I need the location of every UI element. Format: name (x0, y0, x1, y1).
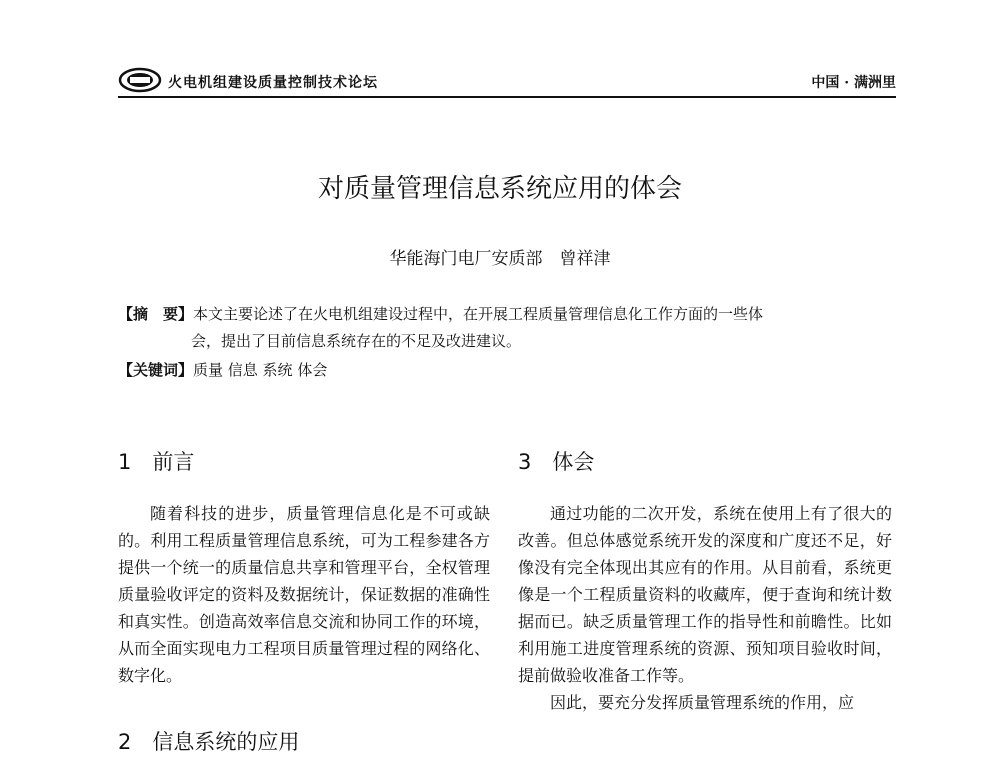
author-line: 华能海门电厂安质部 曾祥津 (389, 249, 611, 269)
abstract-text-1: 本文主要论述了在火电机组建设过程中，在开展工程质量管理信息化工作方面的一些体 (193, 305, 764, 323)
abstract-label: 【摘 要】 (118, 305, 194, 323)
paragraph: 因此，要充分发挥质量管理系统的作用，应 (550, 693, 855, 712)
section-1-body (118, 500, 490, 689)
keywords-text: 质量 信息 系统 体会 (193, 361, 328, 379)
section-heading-2: 2 信息系统的应用 (118, 730, 300, 754)
abstract (118, 301, 893, 355)
section-heading-1: 1 前言 (118, 450, 195, 474)
running-header (118, 64, 896, 98)
paper-title: 对质量管理信息系统应用的体会 (317, 174, 682, 204)
section-3-body (518, 500, 892, 716)
keywords (118, 359, 893, 380)
keywords-label: 【关键词】 (118, 361, 194, 379)
paragraph: 通过功能的二次开发，系统在使用上有了很大的改善。但总体感觉系统开发的深度和广度还不足，好像没有完全体现出其应有的作用。从目前看，系统更像是一个工程质量资料的收藏库，便于查询和统计数据而已。缺乏质量管理工作的指导性和前瞻性。比如利用施工进度管理系统的资源、预知项目验收时间，提前做验收准备工作等。 (518, 504, 892, 685)
abstract-line-2: 会，提出了目前信息系统存在的不足及改进建议。 (191, 332, 522, 350)
section-heading-3: 3 体会 (518, 450, 595, 474)
conference-logo-icon (118, 67, 162, 93)
abstract-line-1 (118, 301, 893, 328)
paragraph: 随着科技的进步，质量管理信息化是不可或缺的。利用工程质量管理信息系统，可为工程参建各方提供一个统一的质量信息共享和管理平台，全权管理质量验收评定的资料及数据统计，保证数据的准确性和真实性。创造高效率信息交流和协同工作的环境，从而全面实现电力工程项目质量管理过程的网络化、数字化。 (118, 504, 490, 685)
conference-location: 中国 · 满洲里 (811, 75, 896, 91)
journal-title: 火电机组建设质量控制技术论坛 (168, 75, 378, 91)
header-rule (118, 96, 896, 98)
